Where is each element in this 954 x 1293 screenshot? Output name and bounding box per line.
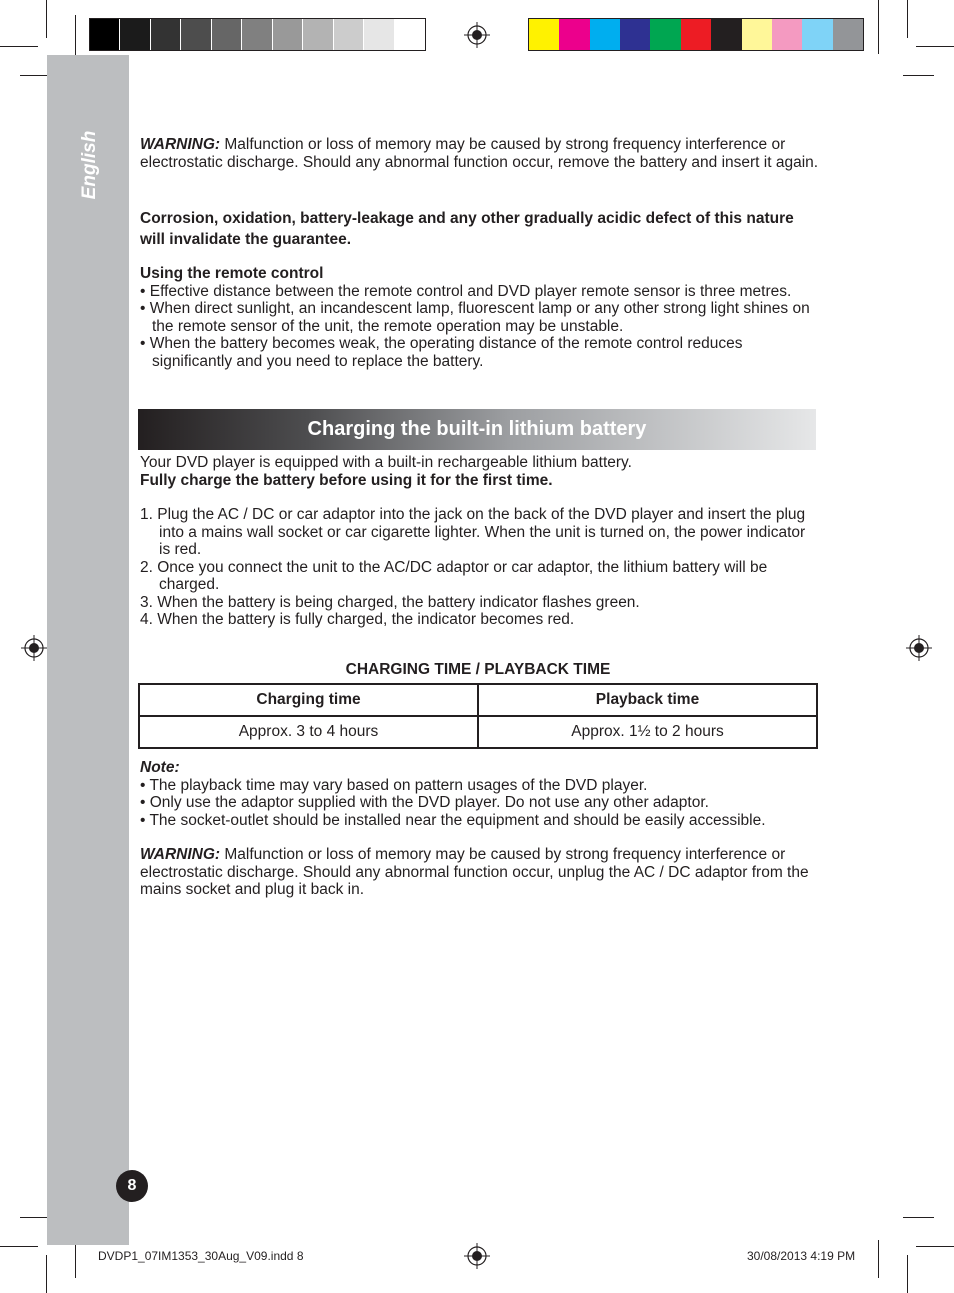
footer-file: DVDP1_07IM1353_30Aug_V09.indd 8 xyxy=(98,1249,304,1263)
charging-intro: Your DVD player is equipped with a built-in rechargeable lithium battery. xyxy=(140,454,632,471)
crop-mark xyxy=(916,1246,954,1247)
table-caption: CHARGING TIME / PLAYBACK TIME xyxy=(345,661,611,678)
gray-swatch xyxy=(303,19,333,50)
crop-mark xyxy=(75,1240,76,1278)
charging-section xyxy=(140,454,820,629)
section-title: Charging the built-in lithium battery xyxy=(307,418,647,440)
crop-mark xyxy=(907,1255,908,1293)
grayscale-bar xyxy=(89,18,426,51)
table-row xyxy=(139,684,817,716)
color-swatch xyxy=(590,19,620,50)
list-item: • The playback time may vary based on pattern usages of the DVD player. xyxy=(140,776,648,794)
table-cell: Approx. 3 to 4 hours xyxy=(139,716,478,748)
crop-mark xyxy=(907,0,908,38)
color-swatch xyxy=(772,19,802,50)
page-number: 8 xyxy=(116,1170,148,1202)
warning-label: WARNING: xyxy=(140,136,221,153)
gray-swatch xyxy=(181,19,211,50)
crop-mark xyxy=(46,1255,47,1293)
table-row xyxy=(139,716,817,748)
color-swatch xyxy=(742,19,772,50)
gray-swatch xyxy=(273,19,303,50)
color-swatch xyxy=(559,19,589,50)
color-swatch xyxy=(529,19,559,50)
corrosion-notice xyxy=(140,208,820,250)
list-item: • Effective distance between the remote control and DVD player remote sensor is three metres. xyxy=(140,282,792,300)
crop-mark xyxy=(0,1246,38,1247)
charging-intro-bold: Fully charge the battery before using it for the first time. xyxy=(140,471,553,489)
crop-mark xyxy=(916,46,954,47)
gray-swatch xyxy=(90,19,120,50)
remote-heading: Using the remote control xyxy=(140,265,324,282)
language-label: English xyxy=(79,130,100,200)
list-item: 2. Once you connect the unit to the AC/DC adaptor or car adaptor, the lithium battery will be charged. xyxy=(140,558,768,593)
gray-swatch xyxy=(151,19,181,50)
bottom-warning xyxy=(140,846,820,899)
gray-swatch xyxy=(242,19,272,50)
gray-swatch xyxy=(395,19,425,50)
color-swatch xyxy=(620,19,650,50)
warning-label: WARNING: xyxy=(140,846,221,863)
list-item: • When direct sunlight, an incandescent lamp, fluorescent lamp or any other strong light shines on the remote sensor of the unit, the remote operation may be unstable. xyxy=(140,300,810,335)
gray-swatch xyxy=(120,19,150,50)
side-band xyxy=(47,55,129,1245)
list-item: 4. When the battery is fully charged, the indicator becomes red. xyxy=(140,611,575,628)
color-bar xyxy=(528,18,864,51)
footer-datetime: 30/08/2013 4:19 PM xyxy=(747,1249,856,1263)
crop-mark xyxy=(878,0,879,54)
crop-mark xyxy=(903,1217,934,1218)
registration-mark-icon xyxy=(906,635,932,661)
registration-mark-icon xyxy=(464,1243,490,1269)
list-item: • When the battery becomes weak, the operating distance of the remote control reduces significantly and you need to replace the battery. xyxy=(140,335,743,370)
warning-text: Malfunction or loss of memory may be caused by strong frequency interference or electrostatic discharge. Should any abnormal function occur, unplug the AC / DC adaptor from the mains socket and plug it back in. xyxy=(140,846,809,898)
gray-swatch xyxy=(364,19,394,50)
color-swatch xyxy=(650,19,680,50)
crop-mark xyxy=(903,75,934,76)
remote-section xyxy=(140,265,820,370)
crop-mark xyxy=(0,46,38,47)
gray-swatch xyxy=(334,19,364,50)
registration-mark-icon xyxy=(21,635,47,661)
top-warning xyxy=(140,136,820,171)
corrosion-text: Corrosion, oxidation, battery-leakage and any other gradually acidic defect of this nature will invalidate the guarantee. xyxy=(140,210,794,248)
table-cell: Approx. 1½ to 2 hours xyxy=(478,716,817,748)
crop-mark xyxy=(75,15,76,55)
warning-text: Malfunction or loss of memory may be caused by strong frequency interference or electrostatic discharge. Should any abnormal function occur, remove the battery and insert it again. xyxy=(140,136,819,171)
list-item: • Only use the adaptor supplied with the DVD player. Do not use any other adaptor. xyxy=(140,794,709,811)
charging-table xyxy=(138,683,818,749)
section-header xyxy=(138,409,816,450)
list-item: 1. Plug the AC / DC or car adaptor into the jack on the back of the DVD player and insert the plug into a mains wall socket or car cigarette lighter. When the unit is turned on, the power indicator is red. xyxy=(140,506,806,558)
table-header: Playback time xyxy=(478,684,817,716)
gray-swatch xyxy=(212,19,242,50)
crop-mark xyxy=(878,1240,879,1278)
list-item: • The socket-outlet should be installed near the equipment and should be easily accessible. xyxy=(140,811,766,829)
registration-mark-icon xyxy=(464,22,490,48)
color-swatch xyxy=(802,19,832,50)
note-section xyxy=(140,759,820,899)
color-swatch xyxy=(833,19,863,50)
crop-mark xyxy=(46,0,47,38)
color-swatch xyxy=(681,19,711,50)
color-swatch xyxy=(711,19,741,50)
note-label: Note: xyxy=(140,759,180,776)
table-header: Charging time xyxy=(139,684,478,716)
list-item: 3. When the battery is being charged, the battery indicator flashes green. xyxy=(140,593,640,611)
